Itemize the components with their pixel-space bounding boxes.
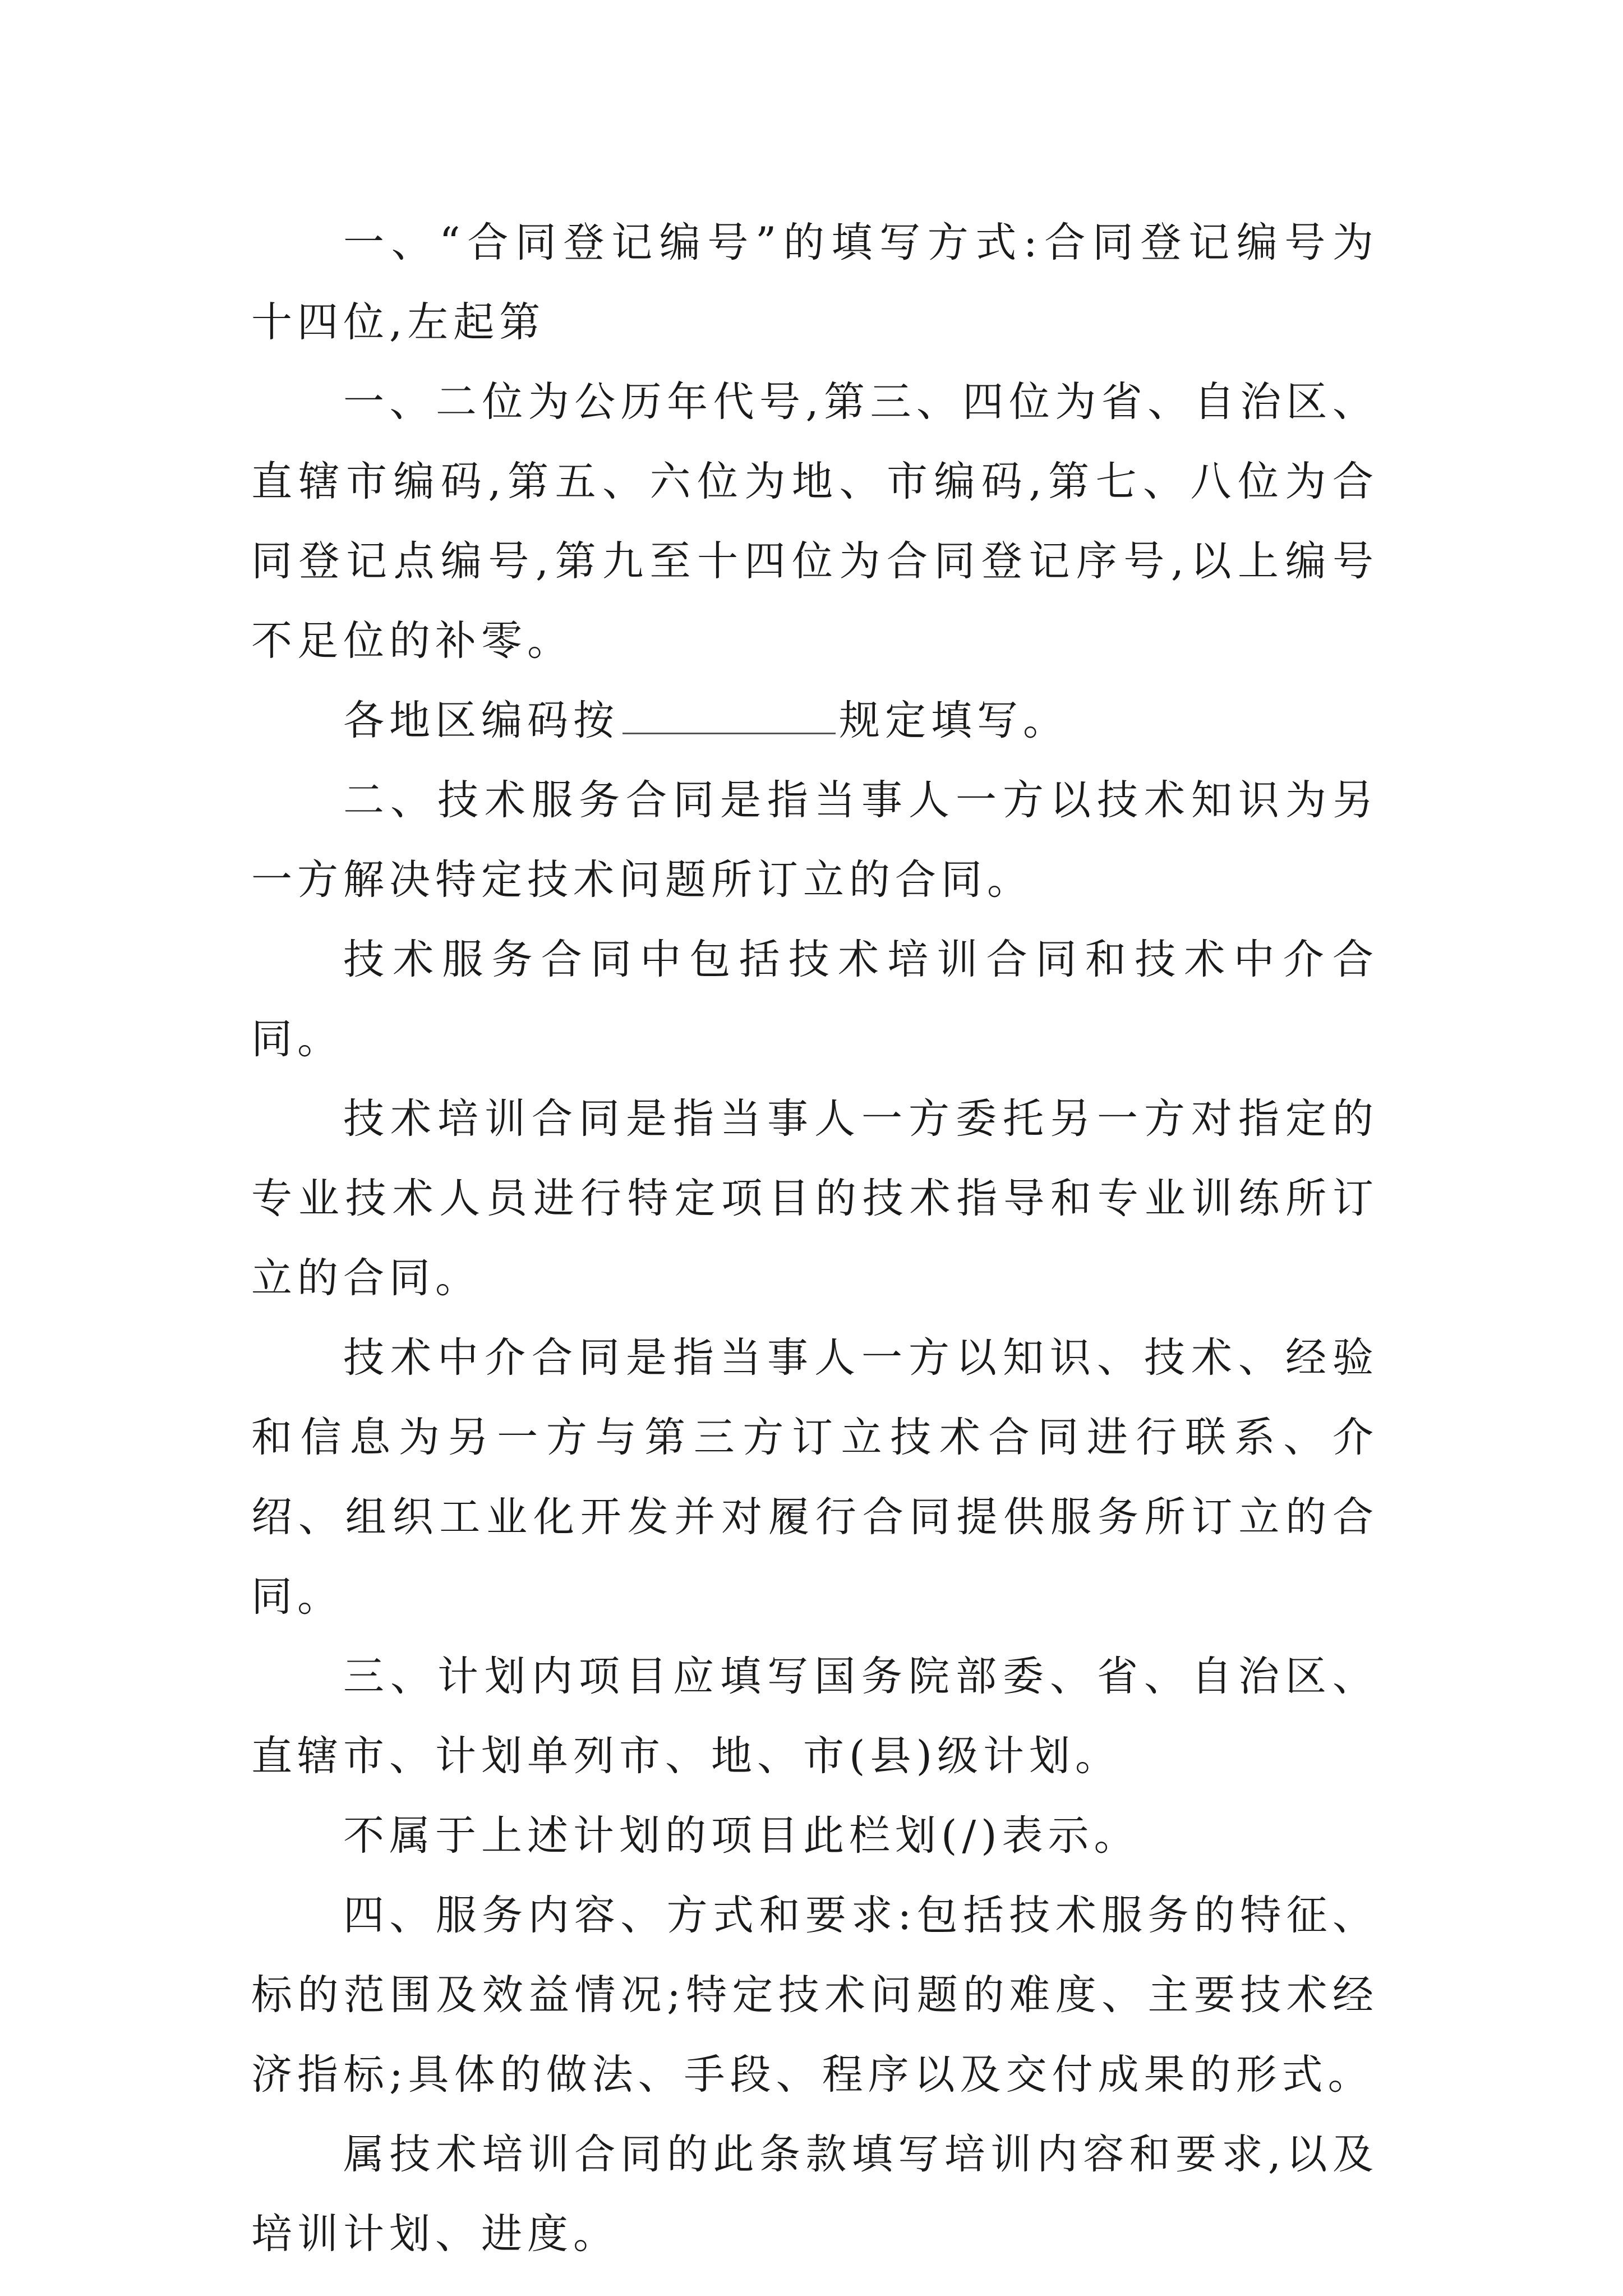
document-body: [251, 203, 1378, 2274]
paragraph-contract-number-format: 一、“合同登记编号”的填写方式:合同登记编号为十四位,左起第: [251, 219, 1378, 346]
paragraph-unplanned-projects: 不属于上述计划的项目此栏划(/)表示。: [343, 1812, 1140, 1860]
paragraph-number-digits: 一、二位为公历年代号,第三、四位为省、自治区、直辖市编码,第五、六位为地、市编码,第七、八位为合同登记点编号,第九至十四位为合同登记序号,以上编号不足位的补零。: [251, 378, 1378, 665]
paragraph-tech-service-includes: 技术服务合同中包括技术培训合同和技术中介合同。: [251, 936, 1378, 1063]
paragraph-planned-projects: 三、计划内项目应填写国务院部委、省、自治区、直辖市、计划单列市、地、市(县)级计划。: [251, 1653, 1378, 1780]
region-code-text-before: 各地区编码按: [343, 697, 619, 744]
paragraph-training-content: 属技术培训合同的此条款填写培训内容和要求,以及培训计划、进度。: [251, 2131, 1378, 2258]
paragraph-tech-training-definition: 技术培训合同是指当事人一方委托另一方对指定的专业技术人员进行特定项目的技术指导和专业训练所订立的合同。: [251, 1095, 1378, 1302]
blank-fill-line: [623, 697, 836, 734]
region-code-text-after: 规定填写。: [839, 697, 1069, 744]
paragraph-region-code: [251, 681, 1378, 761]
paragraph-tech-service-definition: 二、技术服务合同是指当事人一方以技术知识为另一方解决特定技术问题所订立的合同。: [251, 776, 1378, 904]
paragraph-tech-intermediary-definition: 技术中介合同是指当事人一方以知识、技术、经验和信息为另一方与第三方订立技术合同进行联系、介绍、组织工业化开发并对履行合同提供服务所订立的合同。: [251, 1334, 1378, 1621]
paragraph-service-content: 四、服务内容、方式和要求:包括技术服务的特征、标的范围及效益情况;特定技术问题的难度、主要技术经济指标;具体的做法、手段、程序以及交付成果的形式。: [251, 1892, 1378, 2099]
